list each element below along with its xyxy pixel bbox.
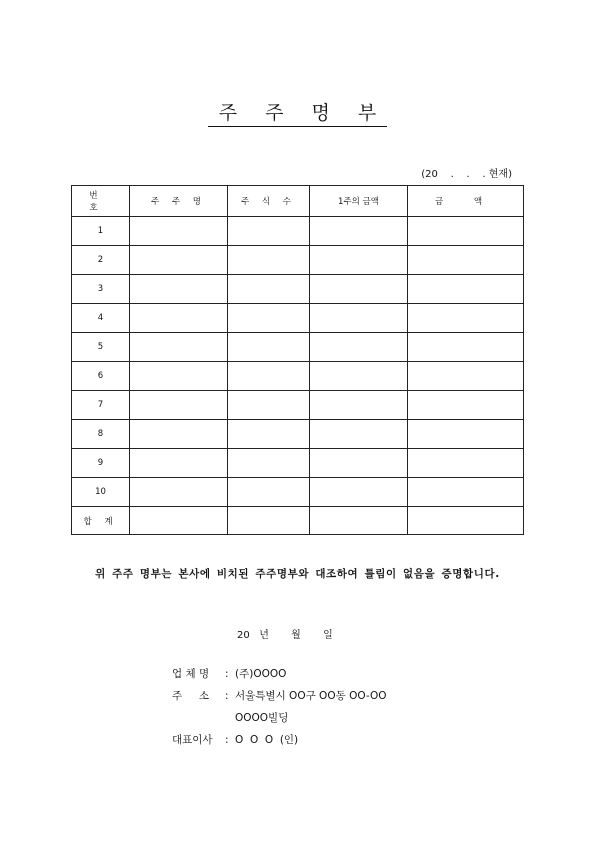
row-number: 3 [72, 275, 130, 304]
cell-par-value [310, 217, 408, 246]
total-label: 합 계 [72, 507, 130, 535]
table-row [72, 391, 524, 420]
shareholder-register-table [71, 185, 524, 535]
header-amount: 금 액 [408, 186, 524, 217]
as-of-date: (20 . . . 현재) [421, 169, 512, 180]
table-header-row [72, 186, 524, 217]
cell-shareholder-name [130, 391, 228, 420]
cell-par-value [310, 275, 408, 304]
cell-total-amount [408, 507, 524, 535]
cell-amount [408, 304, 524, 333]
cell-shareholder-name [130, 246, 228, 275]
cell-par-value [310, 304, 408, 333]
cell-amount [408, 246, 524, 275]
cell-amount [408, 478, 524, 507]
row-number: 4 [72, 304, 130, 333]
total-row [72, 507, 524, 535]
cell-total-share-count [228, 507, 310, 535]
address-value: 서울특별시 OO구 OO동 OO-OO [235, 690, 387, 702]
cell-amount [408, 449, 524, 478]
address-label: 주 소 [172, 690, 209, 702]
cell-share-count [228, 275, 310, 304]
cell-share-count [228, 449, 310, 478]
header-shareholder-name: 주 주 명 [130, 186, 228, 217]
cell-share-count [228, 217, 310, 246]
cell-total-par-value [310, 507, 408, 535]
cell-amount [408, 362, 524, 391]
table-row [72, 449, 524, 478]
company-name-label: 업 체 명 [172, 668, 210, 680]
table-row [72, 246, 524, 275]
cell-share-count [228, 362, 310, 391]
address-row-2 [172, 707, 387, 729]
company-info-block [172, 663, 387, 751]
cell-par-value [310, 420, 408, 449]
row-number: 10 [72, 478, 130, 507]
cell-shareholder-name [130, 420, 228, 449]
cell-share-count [228, 246, 310, 275]
cell-shareholder-name [130, 449, 228, 478]
cell-share-count [228, 391, 310, 420]
cell-share-count [228, 304, 310, 333]
table-row [72, 304, 524, 333]
header-share-count: 주 식 수 [228, 186, 310, 217]
cell-shareholder-name [130, 304, 228, 333]
separator: : [225, 734, 229, 746]
cell-share-count [228, 478, 310, 507]
separator: : [225, 690, 229, 702]
table-row [72, 217, 524, 246]
table-row [72, 478, 524, 507]
header-par-value: 1주의 금액 [310, 186, 408, 217]
row-number: 6 [72, 362, 130, 391]
row-number: 7 [72, 391, 130, 420]
cell-par-value [310, 449, 408, 478]
cell-amount [408, 217, 524, 246]
cell-par-value [310, 391, 408, 420]
cell-shareholder-name [130, 362, 228, 391]
cell-shareholder-name [130, 275, 228, 304]
cell-shareholder-name [130, 478, 228, 507]
cell-par-value [310, 478, 408, 507]
ceo-row [172, 729, 387, 751]
cell-par-value [310, 362, 408, 391]
table-row [72, 420, 524, 449]
ceo-value: O O O (인) [235, 734, 299, 746]
cell-par-value [310, 246, 408, 275]
cell-share-count [228, 420, 310, 449]
document-title [0, 102, 595, 127]
cell-amount [408, 420, 524, 449]
cell-amount [408, 275, 524, 304]
row-number: 8 [72, 420, 130, 449]
cell-total-name [130, 507, 228, 535]
ceo-label: 대표이사 [172, 734, 213, 746]
row-number: 9 [72, 449, 130, 478]
row-number: 2 [72, 246, 130, 275]
header-number: 번 호 [72, 186, 130, 217]
row-number: 1 [72, 217, 130, 246]
cell-par-value [310, 333, 408, 362]
cell-amount [408, 333, 524, 362]
table-row [72, 333, 524, 362]
company-name-value: (주)OOOO [235, 668, 287, 680]
address-value-2: OOOO빌딩 [235, 712, 289, 724]
address-row [172, 685, 387, 707]
company-name-row [172, 663, 387, 685]
cell-shareholder-name [130, 217, 228, 246]
separator: : [225, 668, 229, 680]
cell-shareholder-name [130, 333, 228, 362]
issue-date-line: 20 년 월 일 [237, 630, 333, 641]
table-row [72, 362, 524, 391]
certification-statement: 위 주주 명부는 본사에 비치된 주주명부와 대조하여 틀림이 없음을 증명합니다. [95, 568, 500, 580]
row-number: 5 [72, 333, 130, 362]
table-row [72, 275, 524, 304]
document-title-text: 주 주 명 부 [208, 102, 388, 127]
cell-share-count [228, 333, 310, 362]
cell-amount [408, 391, 524, 420]
